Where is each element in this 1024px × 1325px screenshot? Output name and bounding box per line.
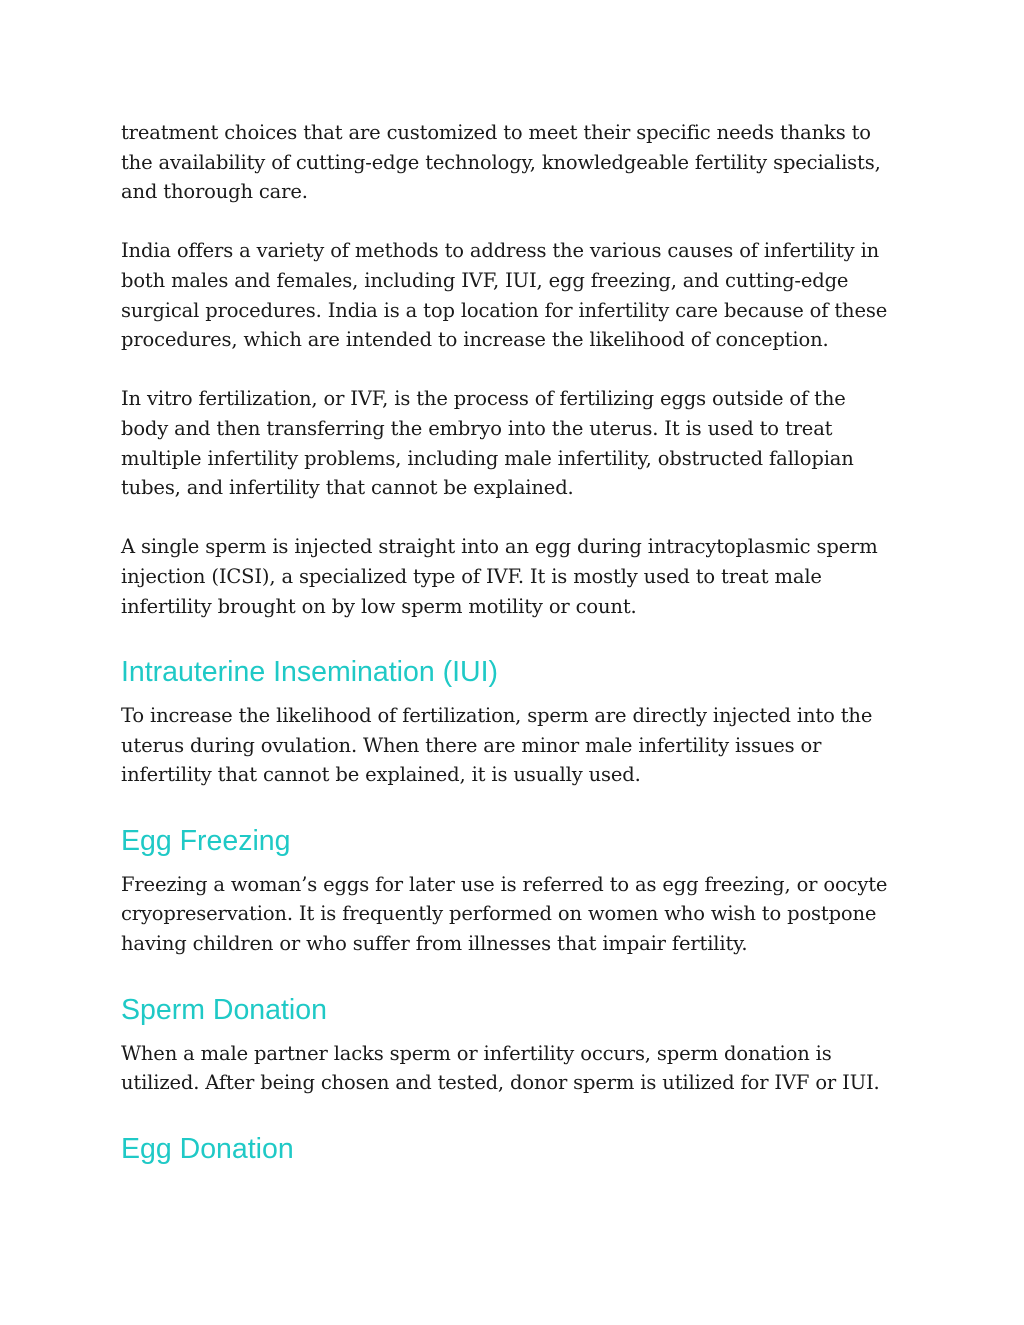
heading-egg-donation: Egg Donation xyxy=(121,1132,294,1165)
heading-iui: Intrauterine Insemination (IUI) xyxy=(121,656,498,689)
text-line: infertility that cannot be explained, it is usually used. xyxy=(121,763,641,787)
text-line: and thorough care. xyxy=(121,180,308,204)
text-line: surgical procedures. India is a top location for infertility care because of these xyxy=(121,298,888,322)
text-line: infertility brought on by low sperm motility or count. xyxy=(121,594,637,618)
text-line: both males and females, including IVF, IUI, egg freezing, and cutting-edge xyxy=(121,268,849,292)
text-line: utilized. After being chosen and tested, donor sperm is utilized for IVF or IUI. xyxy=(121,1071,880,1095)
text-line: treatment choices that are customized to meet their specific needs thanks to xyxy=(121,121,871,144)
text-line: When a male partner lacks sperm or infertility occurs, sperm donation is xyxy=(121,1041,832,1065)
text-line: uterus during ovulation. When there are minor male infertility issues or xyxy=(121,733,822,757)
text-line: To increase the likelihood of fertilization, sperm are directly injected into the xyxy=(121,704,873,728)
text-line: procedures, which are intended to increase the likelihood of conception. xyxy=(121,328,829,352)
text-line: India offers a variety of methods to address the various causes of infertility in xyxy=(121,239,880,263)
paragraph-ivf xyxy=(121,384,911,502)
document-page xyxy=(121,118,911,1178)
paragraph-treatment-choices xyxy=(121,118,911,207)
text-line: tubes, and infertility that cannot be explained. xyxy=(121,476,574,500)
paragraph-india-methods xyxy=(121,236,911,354)
text-line: In vitro fertilization, or IVF, is the process of fertilizing eggs outside of the xyxy=(121,387,846,411)
text-line: multiple infertility problems, including male infertility, obstructed fallopian xyxy=(121,446,854,470)
paragraph-egg-freezing xyxy=(121,870,911,959)
paragraph-iui xyxy=(121,701,911,790)
text-line: the availability of cutting-edge technology, knowledgeable fertility specialists, xyxy=(121,150,881,174)
paragraph-icsi xyxy=(121,532,911,621)
text-line: cryopreservation. It is frequently performed on women who wish to postpone xyxy=(121,902,877,926)
text-line: body and then transferring the embryo into the uterus. It is used to treat xyxy=(121,416,833,440)
heading-egg-freezing: Egg Freezing xyxy=(121,824,291,857)
text-line: A single sperm is injected straight into an egg during intracytoplasmic sperm xyxy=(121,535,878,559)
text-line: Freezing a woman’s eggs for later use is referred to as egg freezing, or oocyte xyxy=(121,872,888,896)
text-line: having children or who suffer from illnesses that impair fertility. xyxy=(121,932,748,956)
paragraph-sperm-donation xyxy=(121,1039,911,1098)
heading-sperm-donation: Sperm Donation xyxy=(121,993,327,1026)
text-line: injection (ICSI), a specialized type of IVF. It is mostly used to treat male xyxy=(121,564,822,588)
